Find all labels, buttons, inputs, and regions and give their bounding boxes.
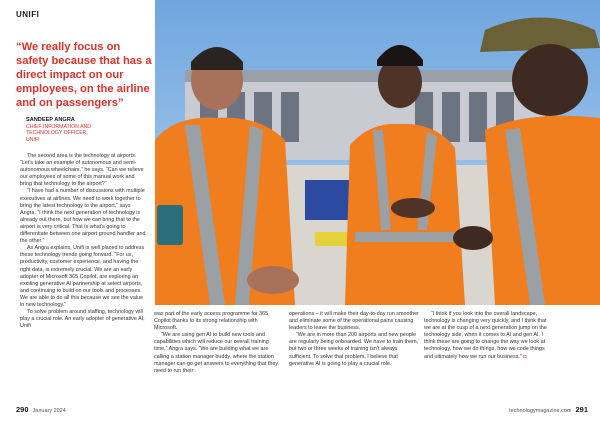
page-number-left: 290 [16, 405, 29, 414]
paragraph: operations – it will make their day-to-day run smoother and eliminate some of the operational pains causing leaders to leave the business. [289, 311, 419, 332]
byline [26, 117, 152, 143]
byline-name: SANDEEP ANGRA [26, 117, 75, 123]
byline-title-1: CHIEF INFORMATION AND [26, 124, 92, 130]
paragraph: “We are in more than 200 airports and new people are regularly being onboarded. We have to train them, but two or three weeks of training isn’t always sufficient. To solve that problem, I believe that generative AI is going to play a crucial role. [289, 332, 419, 367]
article-column-2 [154, 311, 282, 375]
article-column-3 [289, 311, 419, 368]
footer-left [16, 405, 66, 414]
byline-title-2: TECHNOLOGY OFFICER, [26, 130, 88, 137]
site-url[interactable]: technologymagazine.com [509, 408, 572, 414]
paragraph [424, 311, 554, 361]
byline-title-3: UNIFI [26, 136, 40, 143]
paragraph: “I have had a number of discussions with multiple executives at airlines. We need to work together to bring the latest technology to the airport,” says Angra. “I think the next generation of technology is already out there, but how we can bring that to the airport is very critical. That is what’s going to differentiate between one airport ground handler and the other.” [20, 188, 146, 245]
footer-right [509, 405, 588, 414]
hero-photo [155, 0, 600, 305]
paragraph: The second area is the technology at airports. “Let’s take an example of autonomous and semi-autonomous wheelchairs,” he says. “Can we relieve our employees of some of this manual work and bring that technology to the airport?” [20, 153, 144, 188]
end-mark-icon: ◘ [523, 353, 527, 360]
article-column-4 [424, 311, 554, 361]
paragraph: To solve problem around staffing, technology will play a crucial role. An early adopter of generative AI, Unifi [20, 309, 145, 330]
paragraph-text: “I think if you look into the overall landscape, technology is changing very quickly, and I think that we are at the cusp of a next generation jump on the technology side, when it comes to AI and gen AI. I think these are going to change the way we look at technology, how we do things, how we code things and ultimately how we run our business.” [424, 311, 547, 360]
section-label: UNIFI [16, 10, 40, 19]
issue-date: January 2024 [32, 408, 66, 414]
paragraph: “We are using gen AI to build new tools and capabilities which will reduce our overall training time,” Angra says. “We are building what we are calling a station manager buddy, where the station manager can go get answers to everything that they need to run their [154, 332, 279, 374]
paragraph: As Angra explains, Unifi is well placed to address these technology trends going forward. “For us, productivity, customer experience, and having the right data, is extremely crucial. We are an early adopter of Microsoft 365 Copilot, are exploring an exciting generative AI partnership at select airports, and continuing to build on our tools and processes. We are able to do all this because we see the value in new technology.” [20, 245, 145, 308]
article-column-1 [20, 153, 146, 330]
paragraph: was part of the early access programme for 365 Copilot thanks to its strong relationship with Microsoft. [154, 311, 269, 332]
pull-quote: “We really focus on safety because that has a direct impact on our employees, on the airline and on passengers” [16, 41, 152, 109]
page-number-right: 291 [575, 405, 588, 414]
